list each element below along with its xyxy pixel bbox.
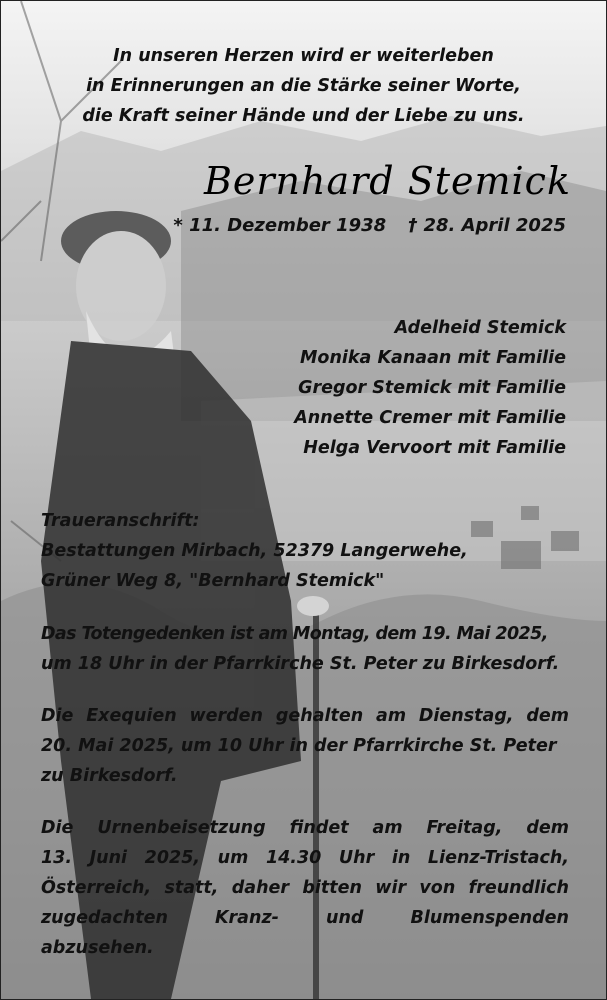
- birth-date: * 11. Dezember 1938: [173, 215, 387, 236]
- address-line: Bestattungen Mirbach, 52379 Langerwehe,: [41, 541, 468, 561]
- paragraph-line: zugedachten Kranz- und Blumenspenden: [41, 908, 569, 928]
- deceased-name: Bernhard Stemick: [203, 159, 571, 203]
- paragraph-line: Die Exequien werden gehalten am Dienstag, dem: [41, 706, 569, 726]
- mourners-list: [294, 313, 566, 463]
- mourner-name: Annette Cremer mit Familie: [294, 408, 566, 428]
- address-heading: Traueranschrift:: [41, 511, 200, 531]
- memorial-service-paragraph: [41, 619, 569, 679]
- quote-line: in Erinnerungen an die Stärke seiner Worte,: [86, 76, 521, 96]
- quote-line: die Kraft seiner Hände und der Liebe zu uns.: [82, 106, 525, 126]
- paragraph-line: Österreich, statt, daher bitten wir von freundlich: [41, 878, 569, 898]
- mourner-name: Adelheid Stemick: [394, 318, 566, 338]
- paragraph-line: 13. Juni 2025, um 14.30 Uhr in Lienz-Tristach,: [41, 848, 569, 868]
- paragraph-line: zu Birkesdorf.: [41, 766, 178, 786]
- urn-burial-paragraph: [41, 813, 569, 963]
- exequies-paragraph: [41, 701, 569, 791]
- paragraph-line: abzusehen.: [41, 938, 154, 958]
- memorial-quote: [21, 41, 586, 131]
- mourner-name: Monika Kanaan mit Familie: [300, 348, 566, 368]
- paragraph-line: 20. Mai 2025, um 10 Uhr in der Pfarrkirche St. Peter: [41, 736, 557, 756]
- paragraph-line: um 18 Uhr in der Pfarrkirche St. Peter zu Birkesdorf.: [41, 654, 560, 674]
- paragraph-line: Das Totengedenken ist am Montag, dem 19. Mai 2025,: [41, 624, 548, 644]
- paragraph-line: Die Urnenbeisetzung findet am Freitag, dem: [41, 818, 569, 838]
- mourning-address: [41, 506, 569, 596]
- mourner-name: Helga Vervoort mit Familie: [303, 438, 566, 458]
- life-dates: [173, 211, 566, 241]
- death-date: † 28. April 2025: [408, 215, 566, 236]
- mourner-name: Gregor Stemick mit Familie: [298, 378, 566, 398]
- address-line: Grüner Weg 8, "Bernhard Stemick": [41, 571, 385, 591]
- quote-line: In unseren Herzen wird er weiterleben: [113, 46, 494, 66]
